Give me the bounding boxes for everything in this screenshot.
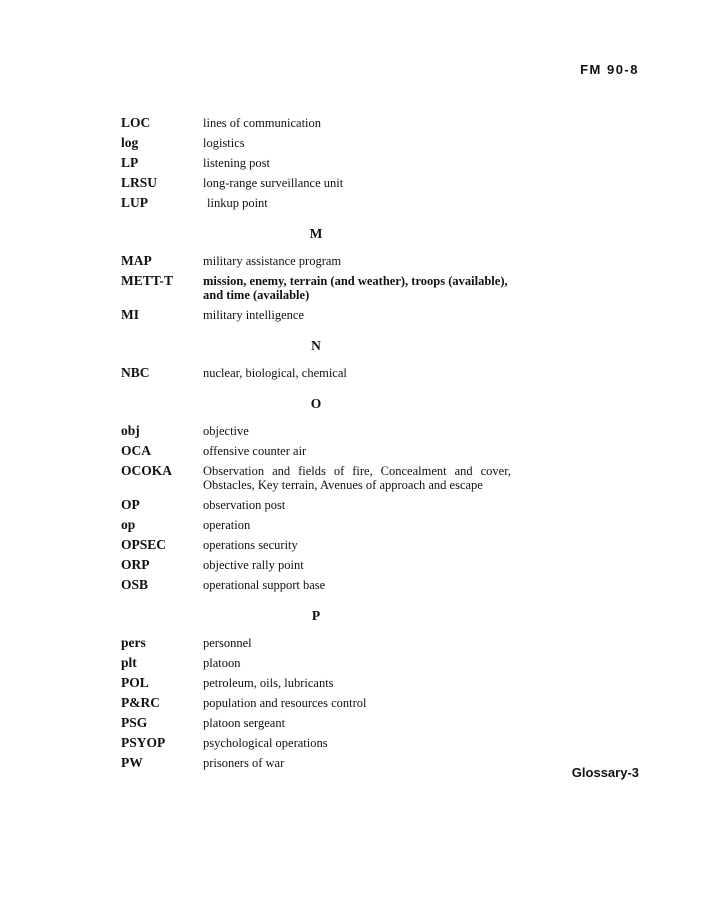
entry-definition: objective <box>203 424 249 438</box>
glossary-list <box>121 114 511 774</box>
glossary-entry <box>121 442 511 462</box>
glossary-entry <box>121 134 511 154</box>
entry-abbreviation: PSYOP <box>121 735 166 750</box>
entry-definition: nuclear, biological, chemical <box>203 366 347 380</box>
entry-definition: observation post <box>203 498 286 512</box>
section-heading: O <box>310 396 322 411</box>
entry-abbreviation: pers <box>121 635 146 650</box>
entry-definition: logistics <box>203 136 245 150</box>
entry-definition: military intelligence <box>203 308 305 322</box>
entry-abbreviation: OCOKA <box>121 463 173 478</box>
glossary-entry <box>121 536 511 556</box>
section-heading: N <box>311 338 321 353</box>
entry-abbreviation: NBC <box>121 365 150 380</box>
glossary-entry <box>121 174 511 194</box>
entry-abbreviation: plt <box>121 655 137 670</box>
entry-abbreviation: OSB <box>121 577 149 592</box>
entry-abbreviation: POL <box>121 675 149 690</box>
glossary-entry <box>121 252 511 272</box>
glossary-entry <box>121 154 511 174</box>
page-header: FM 90-8 <box>580 62 639 77</box>
entry-definition: operations security <box>203 538 298 552</box>
entry-abbreviation: PSG <box>121 715 148 730</box>
entry-definition: long-range surveillance unit <box>203 176 344 190</box>
entry-abbreviation: OCA <box>121 443 151 458</box>
entry-abbreviation: LOC <box>121 115 151 130</box>
glossary-entry <box>121 556 511 576</box>
entry-abbreviation: log <box>121 135 139 150</box>
entry-definition: prisoners of war <box>203 756 285 770</box>
entry-abbreviation: op <box>121 517 136 532</box>
entry-abbreviation: LUP <box>121 195 148 210</box>
glossary-entry <box>121 496 511 516</box>
entry-definition: lines of communication <box>203 116 322 130</box>
section-heading: P <box>311 608 321 623</box>
entry-abbreviation: OPSEC <box>121 537 167 552</box>
entry-definition: mission, enemy, terrain (and weather), troops (available), and time (available) <box>203 274 508 302</box>
entry-definition: offensive counter air <box>203 444 307 458</box>
entry-abbreviation: P&RC <box>121 695 160 710</box>
entry-definition: Observation and fields of fire, Concealment and cover, Obstacles, Key terrain, Avenues of approach and escape <box>203 464 511 492</box>
entry-abbreviation: PW <box>121 755 143 770</box>
entry-abbreviation: LRSU <box>121 175 158 190</box>
glossary-entry <box>121 114 511 134</box>
entry-definition: population and resources control <box>203 696 367 710</box>
entry-definition: operation <box>203 518 251 532</box>
entry-definition: petroleum, oils, lubricants <box>203 676 334 690</box>
glossary-section-o <box>121 396 511 596</box>
entry-abbreviation: METT-T <box>121 273 174 288</box>
glossary-section-n <box>121 338 511 384</box>
glossary-section-m <box>121 226 511 326</box>
glossary-entry <box>121 714 511 734</box>
page-footer: Glossary-3 <box>571 765 639 780</box>
glossary-entry <box>121 734 511 754</box>
glossary-entry <box>121 634 511 654</box>
glossary-entry <box>121 674 511 694</box>
entry-abbreviation: ORP <box>121 557 150 572</box>
entry-definition: military assistance program <box>203 254 342 268</box>
section-heading: M <box>309 226 323 241</box>
entry-definition: objective rally point <box>203 558 304 572</box>
entry-definition: platoon sergeant <box>203 716 286 730</box>
glossary-entry <box>121 754 511 774</box>
entry-definition: personnel <box>203 636 252 650</box>
glossary-section-l <box>121 114 511 214</box>
glossary-entry <box>121 516 511 536</box>
entry-abbreviation: obj <box>121 423 140 438</box>
entry-definition: listening post <box>203 156 271 170</box>
entry-definition: psychological operations <box>203 736 328 750</box>
glossary-entry <box>121 694 511 714</box>
glossary-entry <box>121 364 511 384</box>
glossary-entry <box>121 272 511 302</box>
glossary-section-p <box>121 608 511 774</box>
entry-definition: platoon <box>203 656 241 670</box>
glossary-entry <box>121 654 511 674</box>
entry-abbreviation: MI <box>121 307 139 322</box>
entry-abbreviation: OP <box>121 497 140 512</box>
glossary-entry <box>121 576 511 596</box>
glossary-entry <box>121 422 511 442</box>
glossary-entry <box>121 462 511 492</box>
glossary-entry <box>121 306 511 326</box>
entry-abbreviation: MAP <box>121 253 152 268</box>
glossary-entry <box>121 194 511 214</box>
entry-definition: operational support base <box>203 578 326 592</box>
entry-abbreviation: LP <box>121 155 139 170</box>
entry-definition: linkup point <box>207 196 268 210</box>
